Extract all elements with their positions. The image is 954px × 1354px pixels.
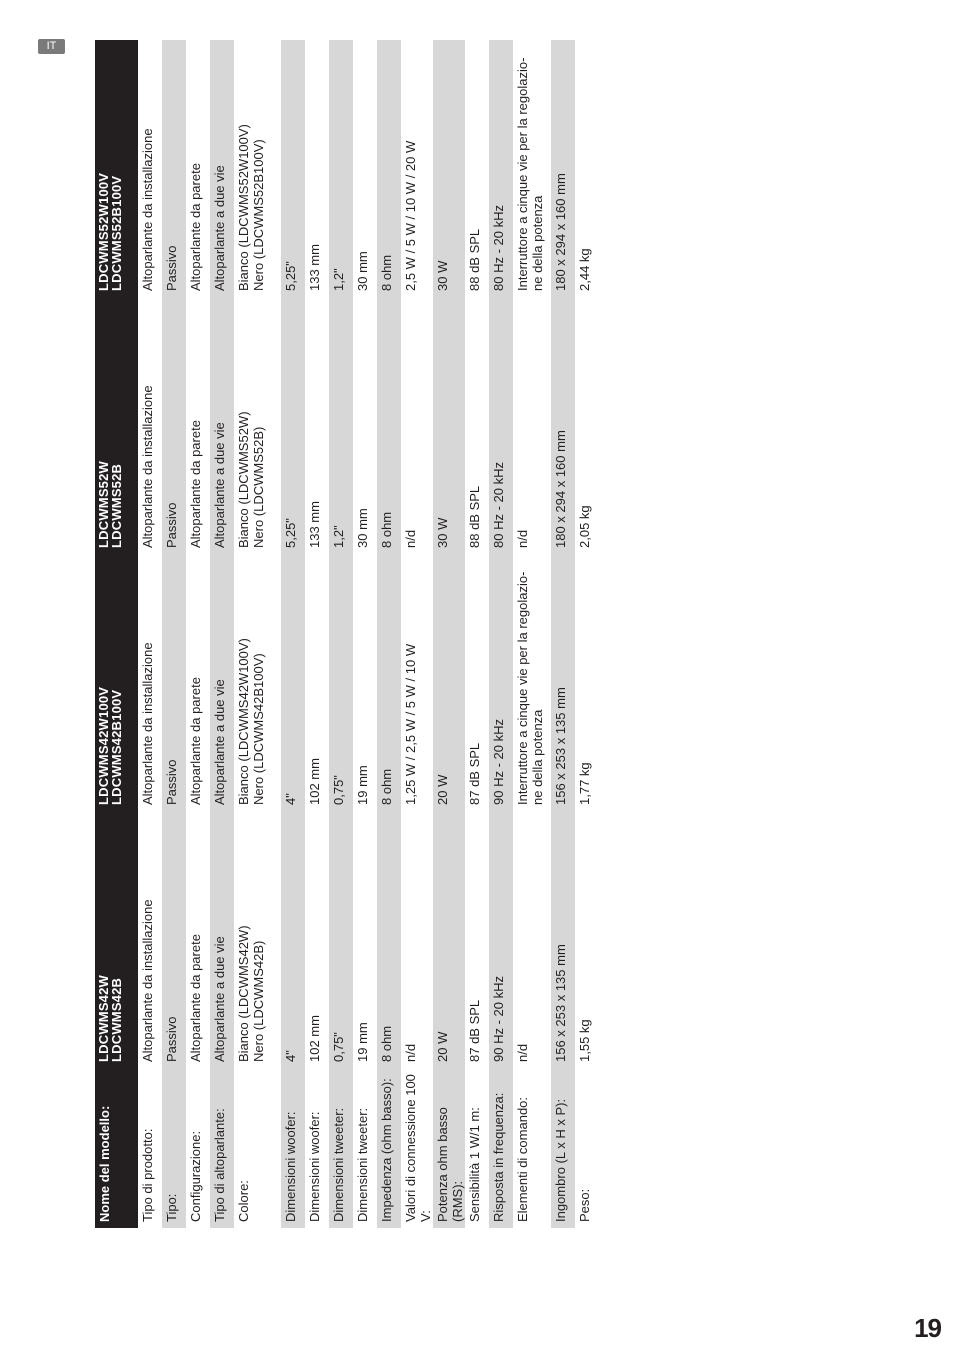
cell: 90 Hz - 20 kHz bbox=[489, 811, 513, 1068]
cell: 90 Hz - 20 kHz bbox=[489, 554, 513, 811]
row-label: Dimensioni woofer: bbox=[307, 1111, 322, 1222]
cell: 133 mm bbox=[307, 244, 322, 291]
row-label: Ingombro (L x H x P): bbox=[551, 1068, 575, 1228]
cell: n/d bbox=[515, 1043, 530, 1062]
header-label: Nome del modello: bbox=[95, 1068, 138, 1228]
cell: 8 ohm bbox=[377, 40, 401, 297]
header-row bbox=[95, 40, 138, 1228]
cell: 1,2" bbox=[329, 40, 353, 297]
cell: Altoparlante a due vie bbox=[210, 554, 234, 811]
cell: 156 x 253 x 135 mm bbox=[551, 811, 575, 1068]
cell: 30 mm bbox=[355, 251, 370, 291]
cell: n/d bbox=[515, 529, 530, 548]
cell: Bianco (LDCWMS42W) Nero (LDCWMS42B) bbox=[236, 925, 266, 1062]
cell: 19 mm bbox=[355, 765, 370, 805]
cell: Passivo bbox=[162, 554, 186, 811]
table-row bbox=[551, 40, 575, 1228]
cell: 30 W bbox=[433, 297, 465, 554]
cell: 87 dB SPL bbox=[467, 999, 482, 1062]
cell: 2,05 kg bbox=[577, 505, 592, 548]
cell: 1,77 kg bbox=[577, 762, 592, 805]
row-label: Configurazione: bbox=[188, 1130, 203, 1222]
row-label: Elementi di comando: bbox=[515, 1096, 530, 1222]
cell: 0,75" bbox=[329, 554, 353, 811]
cell: n/d bbox=[403, 1043, 418, 1062]
row-label: Dimensioni tweeter: bbox=[329, 1068, 353, 1228]
row-label: Dimensioni tweeter: bbox=[355, 1107, 370, 1222]
table-row bbox=[138, 40, 162, 1228]
model-header: LDCWMS42W LDCWMS42B bbox=[95, 811, 138, 1068]
cell: 1,55 kg bbox=[577, 1019, 592, 1062]
cell: Altoparlante da installazione bbox=[140, 899, 155, 1062]
cell: n/d bbox=[403, 529, 418, 548]
table-row bbox=[489, 40, 513, 1228]
cell: 80 Hz - 20 kHz bbox=[489, 297, 513, 554]
table-row bbox=[353, 40, 377, 1228]
table-row bbox=[305, 40, 329, 1228]
cell: 102 mm bbox=[307, 758, 322, 805]
table-row bbox=[513, 40, 551, 1228]
cell: 8 ohm bbox=[377, 811, 401, 1068]
table-row bbox=[401, 40, 433, 1228]
cell: Altoparlante da installazione bbox=[140, 128, 155, 291]
cell: Bianco (LDCWMS42W100V) Nero (LDCWMS42B100V) bbox=[236, 638, 266, 805]
cell: 30 W bbox=[433, 40, 465, 297]
spec-table bbox=[95, 40, 601, 1228]
cell: 5,25" bbox=[281, 40, 305, 297]
cell: Bianco (LDCWMS52W) Nero (LDCWMS52B) bbox=[236, 411, 266, 548]
cell: 5,25" bbox=[281, 297, 305, 554]
cell: 102 mm bbox=[307, 1015, 322, 1062]
row-label: Peso: bbox=[577, 1188, 592, 1222]
row-label: Valori di connessione 100 V: bbox=[403, 1074, 433, 1222]
cell: 8 ohm bbox=[377, 297, 401, 554]
page-number: 19 bbox=[914, 1313, 941, 1343]
cell: Passivo bbox=[162, 811, 186, 1068]
cell: 4" bbox=[281, 554, 305, 811]
cell: 0,75" bbox=[329, 811, 353, 1068]
row-label: Risposta in frequenza: bbox=[489, 1068, 513, 1228]
cell: Altoparlante a due vie bbox=[210, 40, 234, 297]
cell: Interruttore a cinque vie per la regolazio- ne della potenza bbox=[515, 571, 545, 805]
table-row bbox=[465, 40, 489, 1228]
cell: Altoparlante da installazione bbox=[140, 385, 155, 548]
cell: Passivo bbox=[162, 40, 186, 297]
row-label: Tipo di prodotto: bbox=[140, 1128, 155, 1222]
spec-table-rotated-container bbox=[95, 40, 592, 1228]
cell: Passivo bbox=[162, 297, 186, 554]
table-row bbox=[234, 40, 281, 1228]
cell: 88 dB SPL bbox=[467, 228, 482, 291]
table-row bbox=[575, 40, 601, 1228]
row-label: Tipo: bbox=[162, 1068, 186, 1228]
row-label: Potenza ohm basso (RMS): bbox=[433, 1068, 465, 1228]
cell: 180 x 294 x 160 mm bbox=[551, 297, 575, 554]
table-row bbox=[329, 40, 353, 1228]
table-row bbox=[210, 40, 234, 1228]
cell: 8 ohm bbox=[377, 554, 401, 811]
cell: 1,2" bbox=[329, 297, 353, 554]
cell: 30 mm bbox=[355, 508, 370, 548]
model-header: LDCWMS52W LDCWMS52B bbox=[95, 297, 138, 554]
cell: Altoparlante da parete bbox=[188, 934, 203, 1062]
row-label: Sensibilità 1 W/1 m: bbox=[467, 1107, 482, 1222]
cell: Interruttore a cinque vie per la regolazio- ne della potenza bbox=[515, 57, 545, 291]
table-row bbox=[186, 40, 210, 1228]
cell: Altoparlante da parete bbox=[188, 677, 203, 805]
table-row bbox=[377, 40, 401, 1228]
cell: 156 x 253 x 135 mm bbox=[551, 554, 575, 811]
row-label: Tipo di altoparlante: bbox=[210, 1068, 234, 1228]
row-label: Dimensioni woofer: bbox=[281, 1068, 305, 1228]
cell: 80 Hz - 20 kHz bbox=[489, 40, 513, 297]
cell: 4" bbox=[281, 811, 305, 1068]
cell: 88 dB SPL bbox=[467, 485, 482, 548]
model-header: LDCWMS52W100V LDCWMS52B100V bbox=[95, 40, 138, 297]
table-row bbox=[281, 40, 305, 1228]
model-header: LDCWMS42W100V LDCWMS42B100V bbox=[95, 554, 138, 811]
language-badge: IT bbox=[38, 39, 65, 54]
cell: Altoparlante a due vie bbox=[210, 297, 234, 554]
cell: Altoparlante da parete bbox=[188, 163, 203, 291]
table-row bbox=[162, 40, 186, 1228]
cell: 1,25 W / 2,5 W / 5 W / 10 W bbox=[403, 643, 418, 805]
row-label: Impedenza (ohm basso): bbox=[377, 1068, 401, 1228]
cell: 20 W bbox=[433, 554, 465, 811]
cell: 133 mm bbox=[307, 501, 322, 548]
cell: Altoparlante a due vie bbox=[210, 811, 234, 1068]
row-label: Colore: bbox=[236, 1180, 251, 1222]
cell: 87 dB SPL bbox=[467, 742, 482, 805]
cell: 19 mm bbox=[355, 1022, 370, 1062]
cell: Bianco (LDCWMS52W100V) Nero (LDCWMS52B100V) bbox=[236, 124, 266, 291]
cell: 2,5 W / 5 W / 10 W / 20 W bbox=[403, 140, 418, 291]
table-row bbox=[433, 40, 465, 1228]
cell: Altoparlante da installazione bbox=[140, 642, 155, 805]
cell: 2,44 kg bbox=[577, 248, 592, 291]
cell: 20 W bbox=[433, 811, 465, 1068]
cell: Altoparlante da parete bbox=[188, 420, 203, 548]
cell: 180 x 294 x 160 mm bbox=[551, 40, 575, 297]
